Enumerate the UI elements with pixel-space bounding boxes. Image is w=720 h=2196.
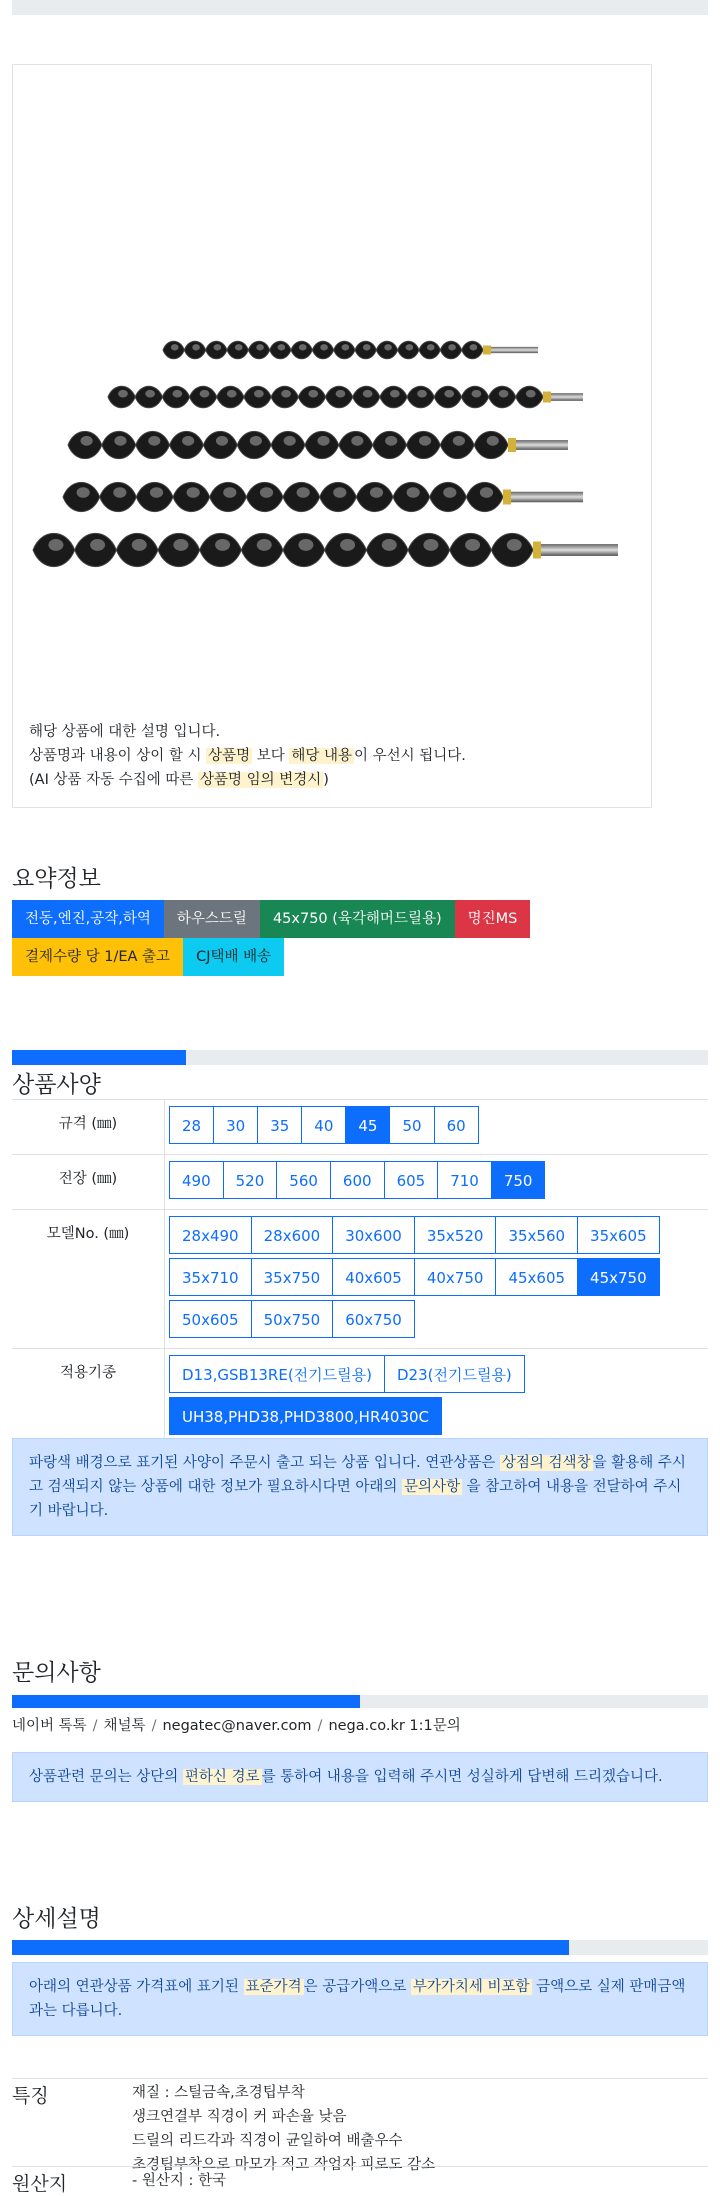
spec-row [12,1349,708,1446]
spec-option-button[interactable]: 40 [301,1106,346,1144]
detail-title: 상세설명 [12,1906,101,1932]
feature-item: 초경팁부착으로 마모가 적고 작업자 피로도 감소 [132,2157,436,2173]
product-image-box [12,64,652,808]
product-description [29,720,466,792]
inquiry-contacts [12,1714,461,1735]
auger-drill-bits-image [13,245,651,585]
spec-option-button[interactable]: 45 [345,1106,390,1144]
spec-option-button[interactable]: UH38,PHD38,PHD3800,HR4030C [169,1397,442,1435]
description-line-2: 상품명과 내용이 상이 할 시 상품명 보다 해당 내용 이 우선시 됩니다. [29,748,466,764]
summary-badge: CJ택배 배송 [183,938,284,976]
description-line-1: 해당 상품에 대한 설명 입니다. [29,724,221,740]
spec-row [12,1100,708,1155]
contact-link[interactable]: nega.co.kr 1:1문의 [328,1718,461,1734]
description-line-3: (AI 상품 자동 수집에 따른 상품명 임의 변경시 ) [29,772,329,788]
summary-badges [12,900,692,976]
option-group [169,1106,708,1148]
features-label: 특징 [12,2085,49,2107]
origin-value: - 원산지 : 한국 [132,2173,226,2189]
contact-link[interactable]: negatec@naver.com [162,1718,312,1734]
spec-option-button[interactable]: 600 [330,1161,385,1199]
spec-option-button[interactable]: D23(전기드릴용) [384,1355,525,1393]
spec-option-button[interactable]: 710 [437,1161,492,1199]
spec-option-button[interactable]: 35x520 [414,1216,497,1254]
spec-option-button[interactable]: 605 [384,1161,439,1199]
spec-row-label: 전장 (㎜) [12,1155,165,1210]
spec-option-button[interactable]: 45x750 [577,1258,660,1296]
inquiry-notice: 상품관련 문의는 상단의 편하신 경로 를 통하여 내용을 입력해 주시면 성실하게 답변해 드리겠습니다. [12,1752,708,1802]
summary-badge: 하우스드릴 [164,900,260,938]
spec-option-button[interactable]: 50x605 [169,1300,252,1338]
spec-option-button[interactable]: D13,GSB13RE(전기드릴용) [169,1355,385,1393]
spec-row-options [165,1155,709,1210]
summary-badge: 45x750 (육각해머드릴용) [260,900,455,938]
contact-link[interactable]: 채널톡 [103,1718,146,1734]
spec-option-button[interactable]: 35x605 [577,1216,660,1254]
feature-item: 재질 : 스틸금속,초경팁부착 [132,2085,305,2101]
spec-row-options [165,1100,709,1155]
spec-option-button[interactable]: 28x490 [169,1216,252,1254]
feature-item: 드릴의 리드각과 직경이 균일하여 배출우수 [132,2133,403,2149]
spec-option-button[interactable]: 50x750 [251,1300,334,1338]
spec-option-button[interactable]: 40x750 [414,1258,497,1296]
detail-progress-bar [12,1940,708,1955]
spec-option-button[interactable]: 35 [257,1106,302,1144]
spec-option-button[interactable]: 35x710 [169,1258,252,1296]
summary-badge: 전동,엔진,공작,하역 [12,900,164,938]
spec-option-button[interactable]: 60 [434,1106,479,1144]
option-group [169,1355,589,1439]
origin-row [12,2166,708,2194]
feature-item: 생크연결부 직경이 커 파손율 낮음 [132,2109,347,2125]
spec-option-button[interactable]: 28 [169,1106,214,1144]
spec-row-label: 적용기종 [12,1349,165,1446]
contact-separator: / [151,1718,157,1734]
spec-option-button[interactable]: 35x750 [251,1258,334,1296]
contact-separator: / [92,1718,98,1734]
spec-table [12,1099,708,1446]
spec-row-options [165,1349,709,1446]
features-row [12,2078,708,2177]
option-group [169,1216,708,1342]
spec-option-button[interactable]: 490 [169,1161,224,1199]
origin-label: 원산지 [12,2173,68,2195]
spec-progress-bar [12,1050,708,1065]
contact-separator: / [317,1718,323,1734]
spec-row-options [165,1210,709,1349]
spec-row-label: 규격 (㎜) [12,1100,165,1155]
spec-option-button[interactable]: 40x605 [332,1258,415,1296]
option-group [169,1161,708,1203]
inquiry-progress-bar [12,1695,708,1708]
spec-option-button[interactable]: 35x560 [495,1216,578,1254]
inquiry-title: 문의사항 [12,1660,101,1686]
spec-option-button[interactable]: 28x600 [251,1216,334,1254]
contact-link[interactable]: 네이버 톡톡 [12,1718,87,1734]
detail-progress-fill [12,1940,569,1955]
top-divider-bar [12,0,708,15]
detail-notice: 아래의 연관상품 가격표에 표기된 표준가격 은 공급가액으로 부가가치세 비포함 금액으로 실제 판매금액과는 다릅니다. [12,1962,708,2036]
spec-option-button[interactable]: 560 [276,1161,331,1199]
inquiry-progress-fill [12,1695,360,1708]
spec-option-button[interactable]: 45x605 [495,1258,578,1296]
spec-progress-fill [12,1050,186,1065]
spec-option-button[interactable]: 750 [491,1161,546,1199]
spec-row [12,1155,708,1210]
spec-row-label: 모델No. (㎜) [12,1210,165,1349]
spec-option-button[interactable]: 30x600 [332,1216,415,1254]
spec-row [12,1210,708,1349]
summary-badge: 결제수량 당 1/EA 출고 [12,938,183,976]
spec-notice: 파랑색 배경으로 표기된 사양이 주문시 출고 되는 상품 입니다. 연관상품은 상점의 검색창 을 활용해 주시고 검색되지 않는 상품에 대한 정보가 필요하시다면 아래의 문의사항 을 참고하여 내용을 전달하여 주시기 바랍니다. [12,1438,708,1536]
spec-option-button[interactable]: 60x750 [332,1300,415,1338]
summary-title: 요약정보 [12,866,101,892]
spec-option-button[interactable]: 520 [223,1161,278,1199]
summary-badge: 명진MS [455,900,531,938]
spec-option-button[interactable]: 30 [213,1106,258,1144]
spec-title: 상품사양 [12,1072,101,1098]
spec-option-button[interactable]: 50 [389,1106,434,1144]
features-list [132,2081,435,2177]
